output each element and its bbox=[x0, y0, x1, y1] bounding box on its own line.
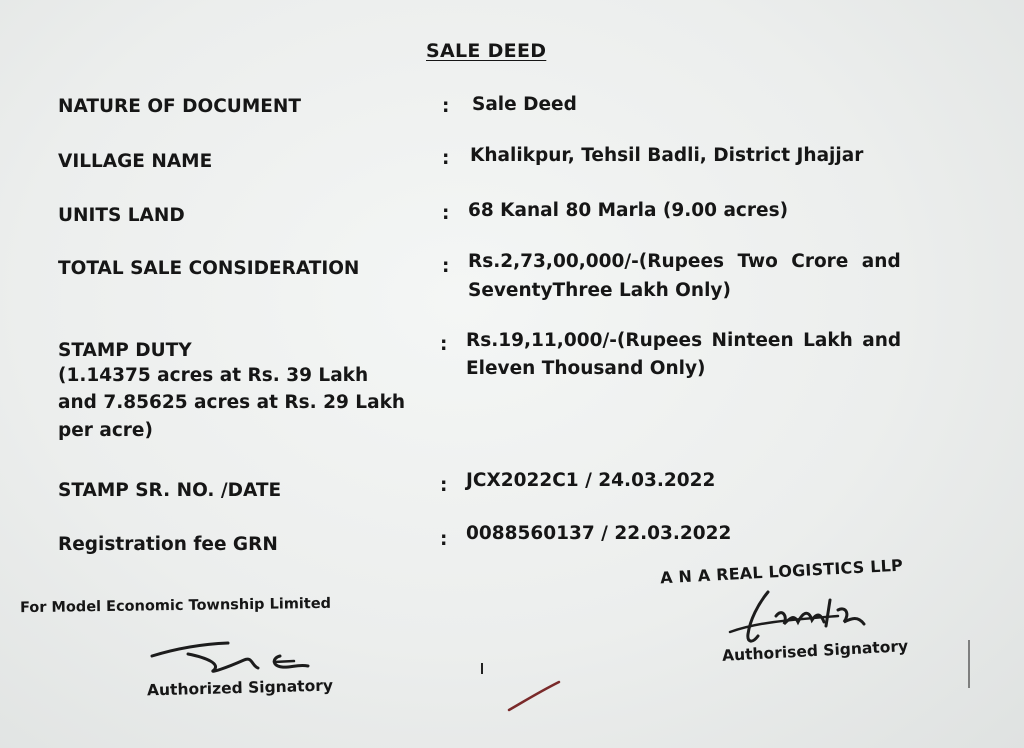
separator-colon: : bbox=[440, 334, 448, 355]
right-signatory-company: A N A REAL LOGISTICS LLP bbox=[659, 555, 904, 588]
value-total-sale-consideration-line1: Rs.2,73,00,000/-(Rupees Two Crore and bbox=[468, 251, 901, 272]
label-units-land: UNITS LAND bbox=[58, 205, 185, 226]
separator-colon: : bbox=[442, 96, 450, 117]
page-edge-shadow bbox=[968, 640, 970, 688]
pen-stroke-mark bbox=[505, 676, 565, 716]
left-handwritten-signature bbox=[148, 634, 318, 678]
separator-colon: : bbox=[442, 148, 450, 169]
separator-colon: : bbox=[442, 256, 450, 277]
value-stamp-duty-line1: Rs.19,11,000/-(Rupees Ninteen Lakh and bbox=[466, 330, 902, 351]
document-title: SALE DEED bbox=[426, 40, 547, 62]
right-signatory-role: Authorised Signatory bbox=[721, 637, 909, 665]
value-stamp-duty-line2: Eleven Thousand Only) bbox=[466, 358, 706, 379]
value-village-name: Khalikpur, Tehsil Badli, District Jhajjar bbox=[470, 145, 864, 166]
label-stamp-duty-line4: per acre) bbox=[58, 420, 153, 441]
separator-colon: : bbox=[440, 529, 448, 550]
value-units-land: 68 Kanal 80 Marla (9.00 acres) bbox=[468, 200, 789, 221]
label-village-name: VILLAGE NAME bbox=[58, 151, 213, 172]
label-nature-of-document: NATURE OF DOCUMENT bbox=[58, 96, 301, 117]
left-signatory-company: For Model Economic Township Limited bbox=[19, 595, 332, 617]
left-signatory-role: Authorized Signatory bbox=[146, 676, 334, 700]
separator-colon: : bbox=[440, 475, 448, 496]
label-stamp-duty-line2: (1.14375 acres at Rs. 39 Lakh bbox=[58, 365, 369, 386]
label-stamp-duty-line3: and 7.85625 acres at Rs. 29 Lakh bbox=[58, 392, 406, 413]
value-stamp-sr-no-date: JCX2022C1 / 24.03.2022 bbox=[466, 470, 716, 491]
separator-colon: : bbox=[442, 203, 450, 224]
value-registration-fee-grn: 0088560137 / 22.03.2022 bbox=[466, 523, 732, 544]
label-total-sale-consideration: TOTAL SALE CONSIDERATION bbox=[58, 258, 360, 279]
label-stamp-sr-no-date: STAMP SR. NO. /DATE bbox=[58, 480, 282, 501]
value-nature-of-document: Sale Deed bbox=[472, 94, 577, 115]
tick-mark bbox=[481, 663, 483, 674]
label-stamp-duty: STAMP DUTY bbox=[58, 340, 192, 361]
label-registration-fee-grn: Registration fee GRN bbox=[58, 534, 278, 555]
value-total-sale-consideration-line2: SeventyThree Lakh Only) bbox=[468, 280, 731, 301]
